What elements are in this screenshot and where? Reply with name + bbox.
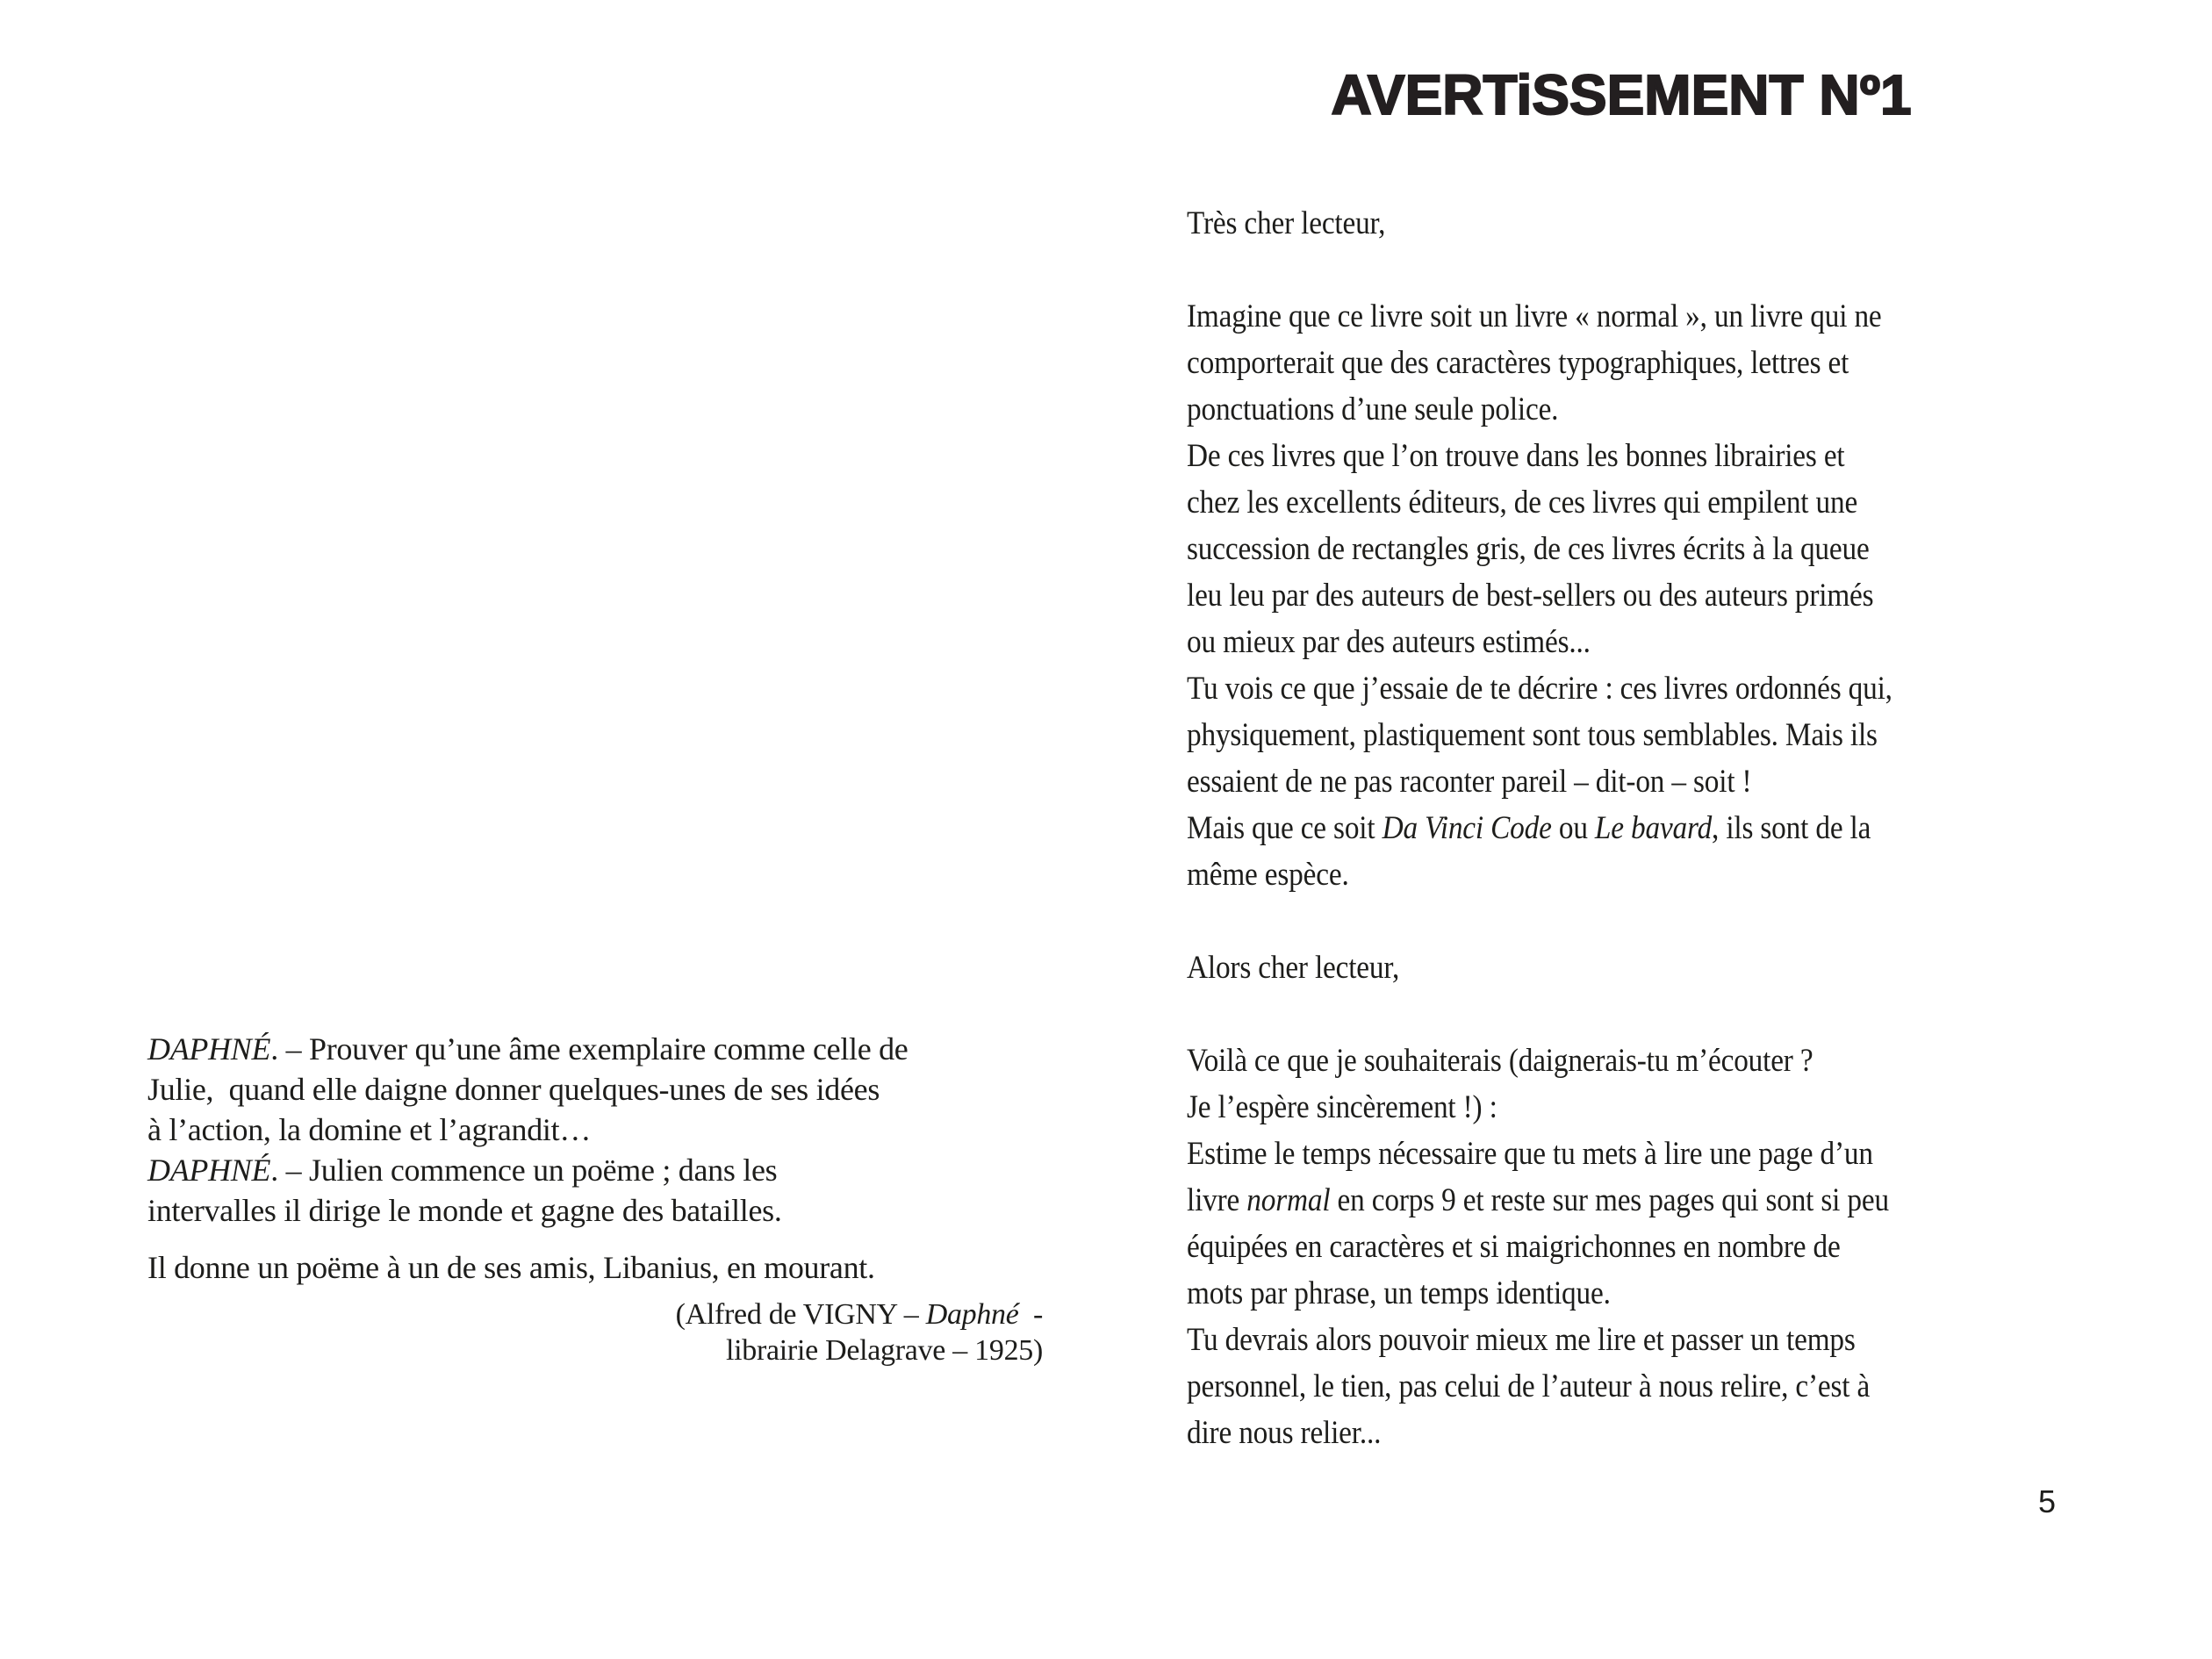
text-line: physiquement, plastiquement sont tous semblables. Mais ils bbox=[1187, 717, 1878, 753]
text-line: Alors cher lecteur, bbox=[1187, 950, 1400, 986]
text-line: De ces livres que l’on trouve dans les bonnes librairies et bbox=[1187, 438, 1845, 474]
text-line bbox=[1187, 991, 2072, 1038]
text-line: librairie Delagrave – 1925) bbox=[725, 1334, 1043, 1367]
text-line: succession de rectangles gris, de ces livres écrits à la queue bbox=[1187, 531, 1870, 567]
text-line: Très cher lecteur, bbox=[1187, 205, 1386, 241]
text-line: Tu vois ce que j’essaie de te décrire : ces livres ordonnés qui, bbox=[1187, 671, 1892, 707]
text-line: (Alfred de VIGNY – Daphné - bbox=[675, 1298, 1043, 1331]
text-line: Estime le temps nécessaire que tu mets à lire une page d’un bbox=[1187, 1136, 1873, 1172]
text-line: ou mieux par des auteurs estimés... bbox=[1187, 624, 1591, 660]
text-line: Voilà ce que je souhaiterais (daignerais-tu m’écouter ? bbox=[1187, 1043, 1813, 1079]
text-line: même espèce. bbox=[1187, 857, 1349, 893]
text-line: équipées en caractères et si maigrichonnes en nombre de bbox=[1187, 1229, 1841, 1265]
text-line bbox=[1187, 898, 2072, 944]
text-line: Je l’espère sincèrement !) : bbox=[1187, 1089, 1497, 1125]
page-title: AVERTiSSEMENT Nº1 bbox=[1331, 63, 1912, 126]
left-page-citation bbox=[147, 1296, 1043, 1368]
text-line: Mais que ce soit Da Vinci Code ou Le bavard, ils sont de la bbox=[1187, 810, 1871, 846]
text-line bbox=[1187, 247, 2072, 293]
text-line: intervalles il dirige le monde et gagne des batailles. bbox=[147, 1193, 782, 1228]
text-line: DAPHNÉ. – Prouver qu’une âme exemplaire comme celle de bbox=[147, 1031, 908, 1066]
text-line: mots par phrase, un temps identique. bbox=[1187, 1275, 1611, 1311]
text-line: à l’action, la domine et l’agrandit… bbox=[147, 1112, 592, 1147]
left-page-quote-text bbox=[147, 1029, 1043, 1231]
text-line: comporterait que des caractères typographiques, lettres et bbox=[1187, 345, 1849, 381]
left-page bbox=[147, 1029, 1043, 1368]
text-line: leu leu par des auteurs de best-sellers ou des auteurs primés bbox=[1187, 578, 1874, 614]
left-page-closing-line: Il donne un poëme à un de ses amis, Libanius, en mourant. bbox=[147, 1250, 875, 1285]
text-line: chez les excellents éditeurs, de ces livres qui empilent une bbox=[1187, 485, 1858, 521]
page-number: 5 bbox=[2038, 1483, 2057, 1519]
text-line: Imagine que ce livre soit un livre « normal », un livre qui ne bbox=[1187, 298, 1882, 334]
text-line: DAPHNÉ. – Julien commence un poëme ; dans les bbox=[147, 1153, 778, 1188]
text-line: ponctuations d’une seule police. bbox=[1187, 391, 1559, 427]
text-line: Julie, quand elle daigne donner quelques-unes de ses idées bbox=[147, 1072, 880, 1107]
text-line: personnel, le tien, pas celui de l’auteur à nous relire, c’est à bbox=[1187, 1368, 1871, 1404]
text-line: livre normal en corps 9 et reste sur mes pages qui sont si peu bbox=[1187, 1182, 1889, 1218]
text-line: essaient de ne pas raconter pareil – dit-on – soit ! bbox=[1187, 764, 1752, 800]
right-page-body-text bbox=[1187, 200, 2072, 1456]
text-line: dire nous relier... bbox=[1187, 1415, 1382, 1451]
text-line: Tu devrais alors pouvoir mieux me lire et passer un temps bbox=[1187, 1322, 1856, 1358]
